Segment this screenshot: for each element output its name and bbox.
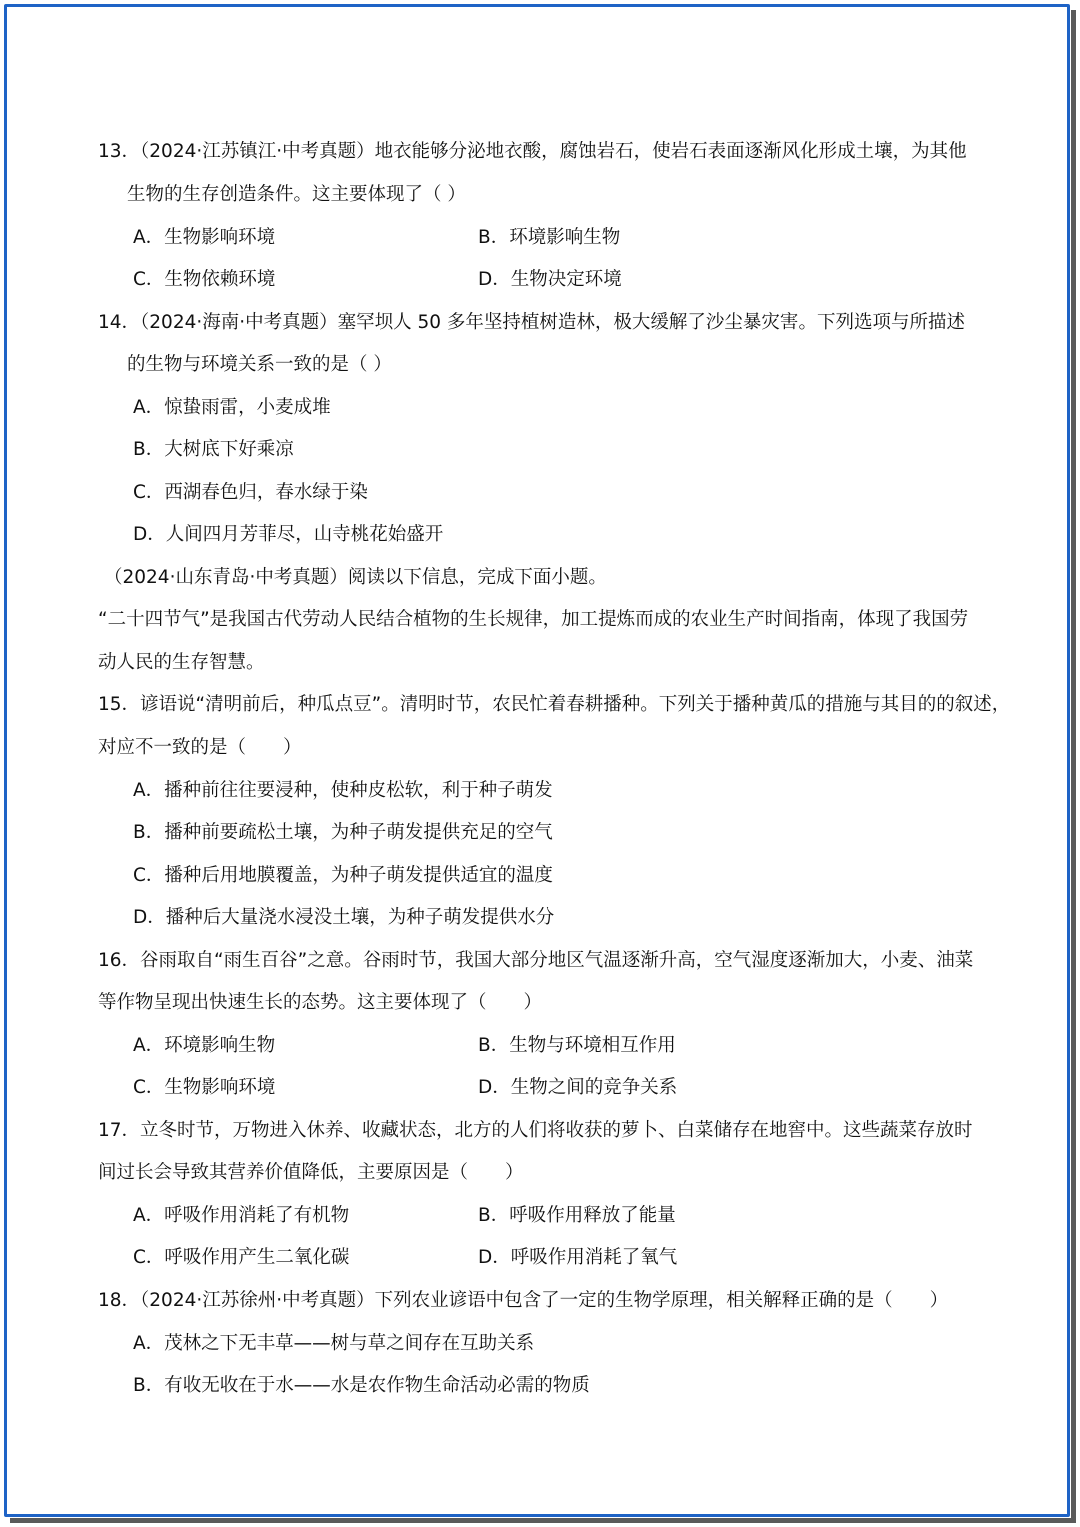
q15-option-a: A．播种前往往要浸种，使种皮松软，利于种子萌发 <box>133 780 553 801</box>
q13-option-c: C．生物依赖环境 <box>133 269 276 290</box>
q16-option-a: A．环境影响生物 <box>133 1035 276 1056</box>
q13-stem-line2: 生物的生存创造条件。这主要体现了（ ） <box>127 184 466 205</box>
q15-option-d: D．播种后大量浇水浸没土壤，为种子萌发提供水分 <box>133 907 555 928</box>
intro-passage-line1: “二十四节气”是我国古代劳动人民结合植物的生长规律，加工提炼而成的农业生产时间指南，体现了我国劳 <box>98 609 969 630</box>
intro-source: （2024·山东青岛·中考真题）阅读以下信息，完成下面小题。 <box>104 567 607 588</box>
q18-option-b: B．有收无收在于水——水是农作物生命活动必需的物质 <box>133 1375 590 1396</box>
q13-option-b: B．环境影响生物 <box>478 227 621 248</box>
intro-passage-line2: 动人民的生存智慧。 <box>98 652 265 673</box>
q18-option-a: A．茂林之下无丰草——树与草之间存在互助关系 <box>133 1333 535 1354</box>
q17-option-c: C．呼吸作用产生二氧化碳 <box>133 1247 350 1268</box>
q14-stem-line2: 的生物与环境关系一致的是（ ） <box>127 354 392 375</box>
q16-option-d: D．生物之间的竞争关系 <box>478 1077 678 1098</box>
q17-stem-line2: 间过长会导致其营养价值降低，主要原因是（ ） <box>98 1162 524 1183</box>
q14-option-d: D．人间四月芳菲尽，山寺桃花始盛开 <box>133 524 444 545</box>
q13-option-d: D．生物决定环境 <box>478 269 622 290</box>
q18-stem-line1: 18．（2024·江苏徐州·中考真题）下列农业谚语中包含了一定的生物学原理，相关解释正确的是（ ） <box>98 1290 949 1311</box>
q13-option-a: A．生物影响环境 <box>133 227 276 248</box>
q16-option-c: C．生物影响环境 <box>133 1077 276 1098</box>
q17-option-a: A．呼吸作用消耗了有机物 <box>133 1205 350 1226</box>
q14-option-c: C．西湖春色归，春水绿于染 <box>133 482 368 503</box>
q14-option-a: A．惊蛰雨雷，小麦成堆 <box>133 397 331 418</box>
q17-option-b: B．呼吸作用释放了能量 <box>478 1205 676 1226</box>
q15-stem-line2: 对应不一致的是（ ） <box>98 737 302 758</box>
q15-option-c: C．播种后用地膜覆盖，为种子萌发提供适宜的温度 <box>133 865 553 886</box>
q17-stem-line1: 17．立冬时节，万物进入休养、收藏状态，北方的人们将收获的萝卜、白菜储存在地窖中。这些蔬菜存放时 <box>98 1120 973 1141</box>
q17-option-d: D．呼吸作用消耗了氧气 <box>478 1247 678 1268</box>
q15-stem-line1: 15．谚语说“清明前后，种瓜点豆”。清明时节，农民忙着春耕播种。下列关于播种黄瓜的措施与其目的的叙述， <box>98 694 1011 715</box>
q16-stem-line2: 等作物呈现出快速生长的态势。这主要体现了（ ） <box>98 992 543 1013</box>
q14-stem-line1: 14．（2024·海南·中考真题）塞罕坝人 50 多年坚持植树造林，极大缓解了沙尘暴灾害。下列选项与所描述 <box>98 312 965 333</box>
q15-option-b: B．播种前要疏松土壤，为种子萌发提供充足的空气 <box>133 822 553 843</box>
q16-option-b: B．生物与环境相互作用 <box>478 1035 676 1056</box>
q14-option-b: B．大树底下好乘凉 <box>133 439 294 460</box>
q16-stem-line1: 16．谷雨取自“雨生百谷”之意。谷雨时节，我国大部分地区气温逐渐升高，空气湿度逐渐加大，小麦、油菜 <box>98 950 974 971</box>
q13-stem-line1: 13．（2024·江苏镇江·中考真题）地衣能够分泌地衣酸，腐蚀岩石，使岩石表面逐渐风化形成土壤，为其他 <box>98 141 967 162</box>
